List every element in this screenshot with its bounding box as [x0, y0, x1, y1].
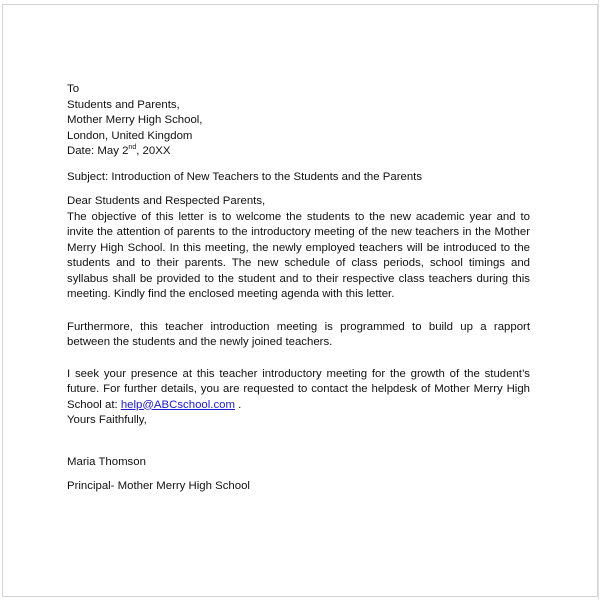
date-year: , 20XX [136, 145, 171, 157]
paragraph-1: The objective of this letter is to welcome the students to the new academic year and to invite the attention of parents to the introductory meeting of the new teachers in the Mother Merry High School. In this meeting, the newly employed teachers will be introduced to the students and to their parents. The new schedule of class periods, school timings and syllabus shall be provided to the student and to their respective class teachers during this meeting. Kindly find the enclosed meeting agenda with this letter. [67, 210, 530, 300]
paragraph-2: Furthermore, this teacher introduction meeting is programmed to build up a rapport between the students and the newly joined teachers. [67, 320, 530, 348]
recipient-line-3: London, United Kingdom [67, 129, 193, 142]
recipient-line-2: Mother Merry High School, [67, 114, 203, 126]
recipient-line-1: Students and Parents, [67, 98, 180, 111]
paragraph-3-text: I seek your presence at this teacher introductory meeting for the growth of the student’s future. For further details, you are requested to contact the helpdesk of Mother Merry High School at: [67, 367, 530, 411]
paragraph-3 [67, 367, 530, 414]
signer-title: Principal- Mother Merry High School [67, 480, 250, 492]
paragraph-3-end: . [234, 398, 242, 411]
letter-date [67, 144, 530, 160]
closing: Yours Faithfully, [67, 414, 147, 426]
page-edge-shadow [598, 0, 599, 600]
date-prefix: Date: May 2 [67, 145, 129, 157]
subject-line: Subject: Introduction of New Teachers to the Students and the Parents [67, 170, 423, 183]
date-ordinal-suffix: nd [128, 144, 137, 152]
letter-body [67, 82, 530, 495]
to-label: To [67, 83, 80, 95]
signer-name: Maria Thomson [67, 455, 146, 468]
salutation: Dear Students and Respected Parents, [67, 195, 266, 207]
helpdesk-email-link[interactable]: help@ABCschool.com [120, 398, 235, 411]
